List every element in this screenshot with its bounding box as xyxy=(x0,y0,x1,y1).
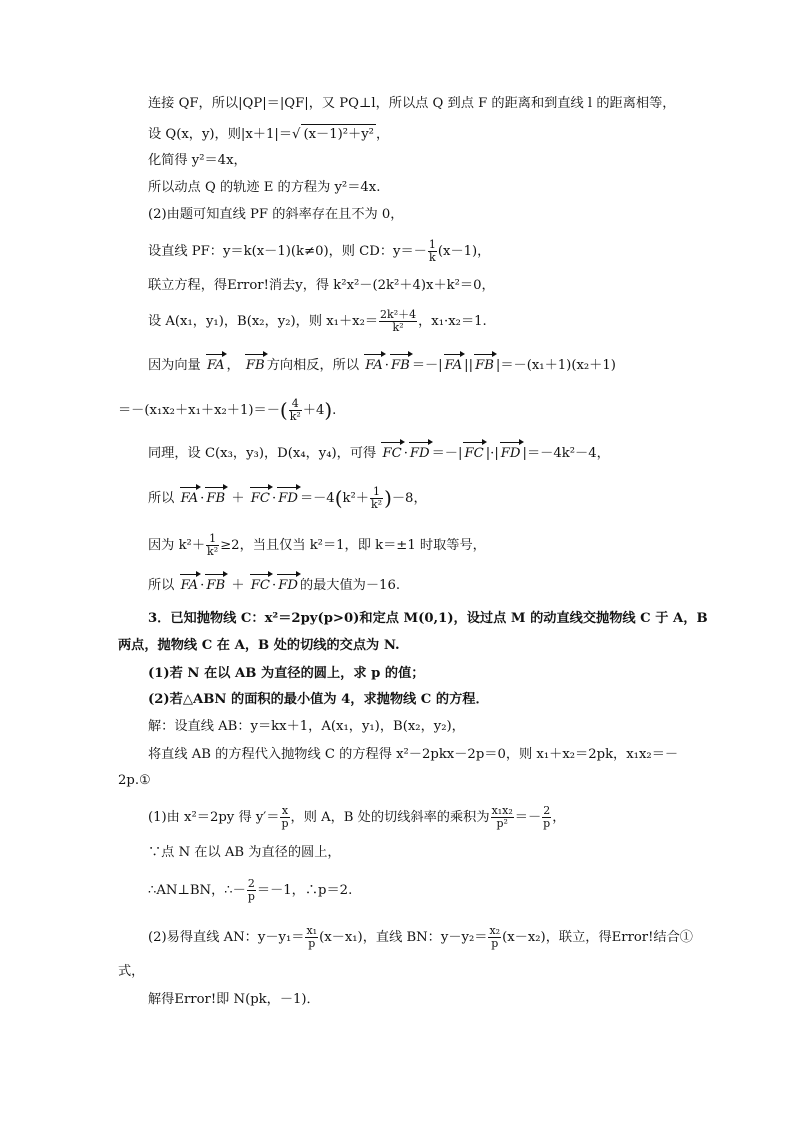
fraction: $\frac{\text{x₂}}{p}$ xyxy=(489,924,501,950)
fraction: $\frac{1}{\text{k²}}$ xyxy=(207,532,219,558)
text-line: 解得Error!即 N(pk，－1)． xyxy=(148,992,320,1007)
vector-FD: FD xyxy=(276,489,300,509)
vector-FC: FC xyxy=(249,489,272,509)
text-line: (2)易得直线 AN：y－y₁＝ $\frac{\text{x₁}}{p}$ (x－x₁)，直线 BN：y－y₂＝ $\frac{\text{x₂}}{p}$ (x－x₂)，联立，得Error!结合① xyxy=(148,924,693,950)
text-line: 所以 FA · FB ＋ FC · FD 的最大值为－16. xyxy=(148,576,400,596)
fraction: $\frac{2}{p}$ xyxy=(247,877,255,903)
text-line: (2)由题可知直线 PF 的斜率存在且不为 0， xyxy=(148,207,404,222)
vector-FA: FA xyxy=(363,356,385,376)
fraction: $\frac{\text{x₁}}{p}$ xyxy=(306,924,318,950)
fraction: $\frac{1}{k}$ xyxy=(428,238,436,264)
text-line: 因为 k²＋ $\frac{1}{\text{k²}}$ ≥2，当且仅当 k²＝1，即 k＝±1 时取等号， xyxy=(148,532,486,558)
vector-FD: FD xyxy=(408,444,432,464)
text-line: ∴AN⊥BN，∴－ $\frac{2}{p}$ ＝－1，∴p＝2. xyxy=(148,877,353,903)
fraction: $\frac{2}{p}$ xyxy=(543,804,551,830)
vector-FB: FB xyxy=(204,576,227,596)
text-line: 同理，设 C(x₃，y₃)，D(x₄，y₄)，可得 FC · FD ＝－| FC |·| FD |＝－4k²－4， xyxy=(148,444,610,464)
text-line: 设 A(x₁，y₁)，B(x₂，y₂)，则 x₁＋x₂＝ $\frac{\text{2k²＋4}}{\text{k²}}$ ，x₁·x₂＝1. xyxy=(148,308,487,334)
fraction: $\frac{\text{x₁x₂}}{\text{p²}}$ xyxy=(491,804,513,830)
text-line: 联立方程，得Error!消去y，得 k²x²－(2k²＋4)x＋k²＝0， xyxy=(148,278,495,293)
text-line: 式， xyxy=(118,964,145,979)
vector-FC: FC xyxy=(249,576,272,596)
fraction: $\frac{x}{p}$ xyxy=(281,804,289,830)
vector-FA: FA xyxy=(205,356,227,376)
vector-FA: FA xyxy=(179,489,201,509)
text-line: 所以 FA · FB ＋ FC · FD ＝－4(k²＋ $\frac{1}{\text{k²}}$ )－8， xyxy=(148,485,427,511)
text-line: 设直线 PF：y＝k(x－1)(k≠0)，则 CD：y＝－ $\frac{1}{k}$ (x－1)， xyxy=(148,238,491,264)
fraction: $\frac{\text{2k²＋4}}{\text{k²}}$ xyxy=(380,308,417,334)
vector-FB: FB xyxy=(244,356,267,376)
vector-FB: FB xyxy=(389,356,412,376)
text-line: 设 Q(x，y)，则|x＋1|＝√ (x－1)²＋y² ， xyxy=(148,124,389,145)
text-line: ＝－(x₁x₂＋x₁＋x₂＋1)＝－( $\frac{4}{\text{k²}}$ ＋4). xyxy=(118,397,337,423)
problem-statement: 两点，抛物线 C 在 A，B 处的切线的交点为 N. xyxy=(118,638,400,653)
fraction: $\frac{4}{\text{k²}}$ xyxy=(289,397,301,423)
text-line: 连接 QF，所以|QP|＝|QF|，又 PQ⊥l，所以点 Q 到点 F 的距离和到直线 l 的距离相等， xyxy=(148,96,676,111)
problem-statement: (2)若△ABN 的面积的最小值为 4，求抛物线 C 的方程． xyxy=(148,692,489,707)
text-line: 解：设直线 AB：y＝kx＋1，A(x₁，y₁)，B(x₂，y₂)， xyxy=(148,719,465,734)
vector-FD: FD xyxy=(276,576,300,596)
text-line: 因为向量 FA ， FB 方向相反，所以 FA · FB ＝－| FA || FB |＝－(x₁＋1)(x₂＋1) xyxy=(148,356,616,376)
sqrt-sign: √ xyxy=(292,127,301,142)
text-line: 将直线 AB 的方程代入抛物线 C 的方程得 x²－2pkx－2p＝0，则 x₁＋x₂＝2pk，x₁x₂＝－ xyxy=(148,747,679,762)
vector-FB: FB xyxy=(473,356,496,376)
problem-statement: 3．已知抛物线 C：x²＝2py(p>0)和定点 M(0,1)，设过点 M 的动直线交抛物线 C 于 A，B xyxy=(148,611,708,626)
text-line: (1)由 x²＝2py 得 y′＝ $\frac{x}{p}$ ，则 A，B 处的切线斜率的乘积为 $\frac{\text{x₁x₂}}{\text{p²}}$ ＝－ $\frac{2}{p}$ ， xyxy=(148,804,566,830)
vector-FB: FB xyxy=(204,489,227,509)
fraction: $\frac{1}{\text{k²}}$ xyxy=(370,485,383,511)
vector-FC: FC xyxy=(380,444,403,464)
sqrt-radicand: (x－1)²＋y² xyxy=(301,124,376,145)
text-line: ∵点 N 在以 AB 为直径的圆上， xyxy=(148,845,341,860)
vector-FA: FA xyxy=(443,356,465,376)
vector-FA: FA xyxy=(179,576,201,596)
vector-FD: FD xyxy=(499,444,523,464)
vector-FC: FC xyxy=(462,444,485,464)
text-line: 2p.① xyxy=(118,773,151,788)
text-line: 所以动点 Q 的轨迹 E 的方程为 y²＝4x. xyxy=(148,180,381,195)
text-line: 化简得 y²＝4x， xyxy=(148,153,247,168)
problem-statement: (1)若 N 在以 AB 为直径的圆上，求 p 的值； xyxy=(148,666,425,681)
